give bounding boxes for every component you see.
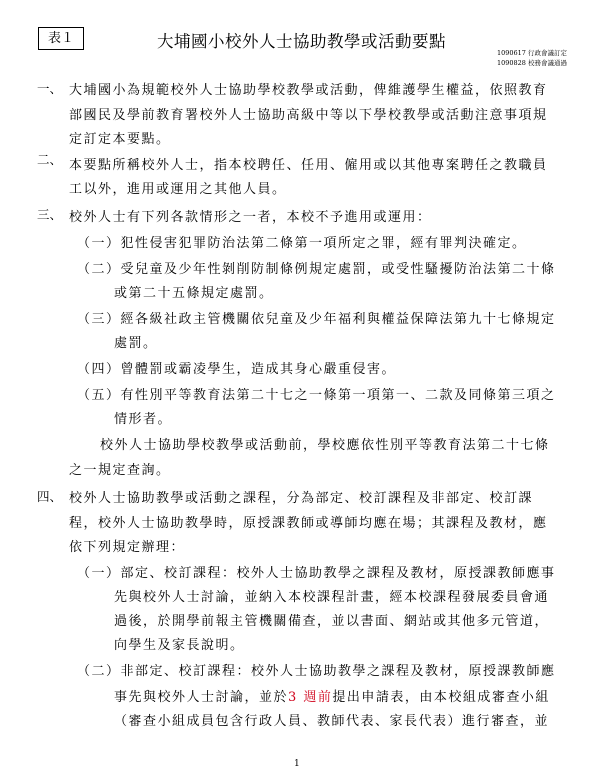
text-line: 向學生及家長說明。	[114, 638, 245, 653]
text-line: 部國民及學前教育署校外人士協助高級中等以下學校教學或活動注意事項規	[69, 108, 548, 123]
section-number: 三、	[37, 207, 63, 222]
text-line: 先與校外人士討論，並納入本校課程計畫，經本校課程發展委員會通	[114, 590, 550, 605]
text-line: 過後，於開學前報主管機關備查，並以書面、網站或其他多元管道，	[114, 614, 550, 629]
text-line: 校外人士協助教學或活動之課程，分為部定、校訂課程及非部定、校訂課	[69, 491, 534, 506]
text-line: 校外人士協助學校教學或活動前，學校應依性別平等教育法第二十七條	[100, 438, 550, 453]
text-line: （一）部定、校訂課程：校外人士協助教學之課程及教材，原授課教師應事	[77, 566, 556, 581]
section-number: 四、	[37, 489, 63, 504]
text-line: 依下列規定辦理：	[69, 540, 186, 555]
document-title: 大埔國小校外人士協助教學或活動要點	[157, 32, 446, 51]
text-line	[114, 686, 550, 705]
text-line: （四）曾體罰或霸凌學生，造成其身心嚴重侵害。	[77, 362, 397, 377]
text-line: 本要點所稱校外人士，指本校聘任、任用、僱用或以其他專案聘任之教職員	[69, 158, 548, 173]
text-line: 處罰。	[114, 336, 158, 351]
text-line: 大埔國小為規範校外人士協助學校教學或活動，俾維護學生權益，依照教育	[69, 83, 548, 98]
text-line: （五）有性別平等教育法第二十七之一條第一項第一、二款及同條第三項之	[77, 388, 556, 403]
text-line: （二）非部定、校訂課程：校外人士協助教學之課程及教材，原授課教師應	[77, 664, 556, 679]
text-line: 工以外，進用或運用之其他人員。	[69, 182, 287, 197]
page-number: 1	[294, 759, 300, 769]
text-segment: 提出申請表，由本校組成審查小組	[332, 690, 550, 705]
text-segment: 事先與校外人士討論，並於	[114, 690, 289, 705]
date-line: 1090828 校務會議通過	[496, 59, 567, 67]
text-line: （一）犯性侵害犯罪防治法第二條第一項所定之罪，經有罪判決確定。	[77, 236, 527, 251]
text-line: （二）受兒童及少年性剝削防制條例規定處罰，或受性騷擾防治法第二十條	[77, 262, 556, 277]
text-line: 程，校外人士協助教學時，原授課教師或導師均應在場；其課程及教材，應	[69, 516, 548, 531]
date-line: 1090617 行政會議訂定	[496, 49, 567, 57]
text-line: （三）經各級社政主管機關依兒童及少年福利與權益保障法第九十七條規定	[77, 312, 556, 327]
table-tag: 表１	[38, 27, 84, 50]
text-line: 校外人士有下列各款情形之一者，本校不予進用或運用：	[69, 210, 432, 225]
text-line: 情形者。	[114, 412, 173, 427]
section-number: 一、	[37, 81, 63, 96]
text-line: （審查小組成員包含行政人員、教師代表、家長代表）進行審查，並	[114, 714, 550, 729]
highlighted-deadline: 3 週前	[288, 690, 333, 705]
text-line: 定訂定本要點。	[69, 132, 171, 147]
section-number: 二、	[37, 152, 63, 167]
text-line: 之一規定查詢。	[69, 463, 171, 478]
text-line: 或第二十五條規定處罰。	[114, 286, 274, 301]
